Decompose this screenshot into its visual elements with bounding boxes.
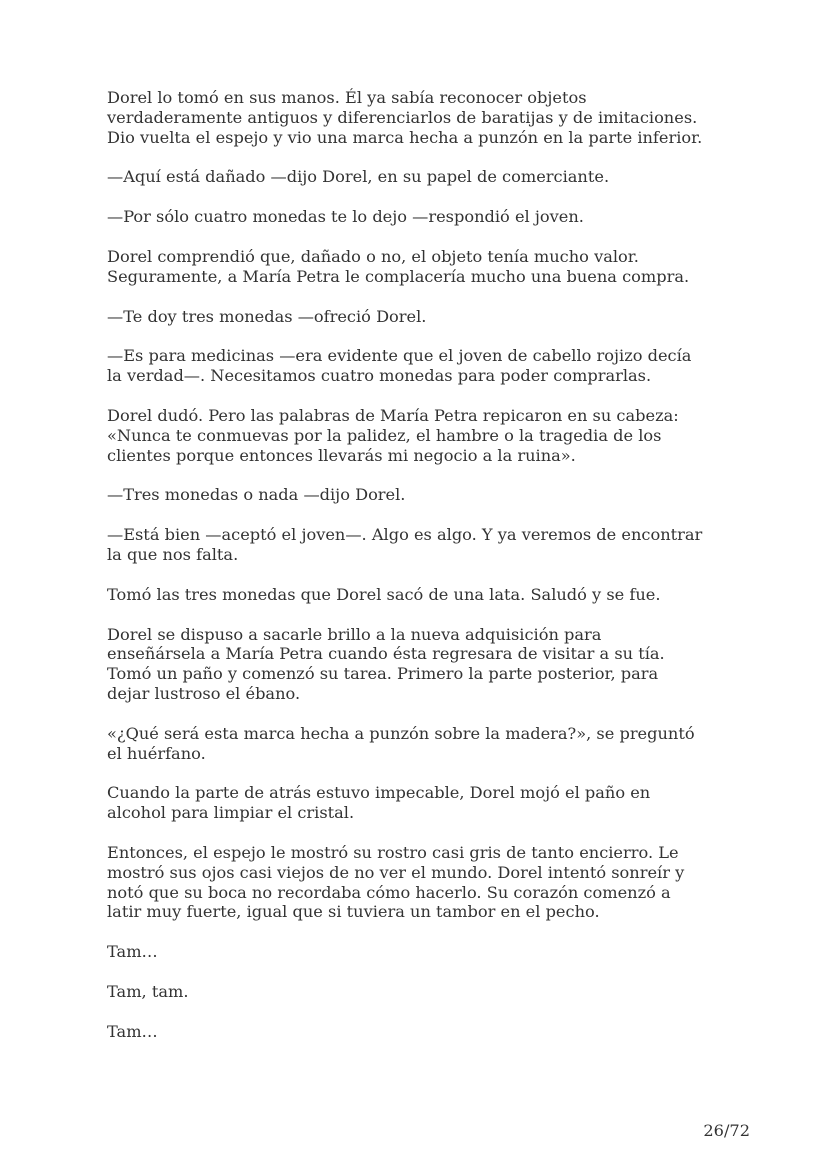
paragraph: —Es para medicinas —era evidente que el joven de cabello rojizo decía la verdad—. Necesitamos cuatro monedas para poder comprarlas. (107, 346, 692, 386)
paragraph: Dorel comprendió que, dañado o no, el objeto tenía mucho valor. Seguramente, a María Petra le complacería mucho una buena compra. (107, 246, 690, 286)
paragraph: —Aquí está dañado —dijo Dorel, en su papel de comerciante. (107, 167, 610, 187)
paragraph: —Te doy tres monedas —ofreció Dorel. (107, 306, 427, 326)
paragraph: —Por sólo cuatro monedas te lo dejo —respondió el joven. (107, 207, 584, 227)
paragraph: —Tres monedas o nada —dijo Dorel. (107, 485, 406, 505)
paragraph: Tam, tam. (107, 981, 189, 1001)
body-text (107, 88, 727, 1062)
paragraph: Dorel lo tomó en sus manos. Él ya sabía reconocer objetos verdaderamente antiguos y diferenciarlos de baratijas y de imitaciones. Dio vuelta el espejo y vio una marca hecha a punzón en la parte inferior. (107, 88, 703, 147)
page-number: 26/72 (703, 1121, 750, 1140)
paragraph: Tomó las tres monedas que Dorel sacó de una lata. Saludó y se fue. (107, 584, 661, 604)
paragraph: Dorel se dispuso a sacarle brillo a la nueva adquisición para enseñársela a María Petra cuando ésta regresara de visitar a su tía. Tomó un paño y comenzó su tarea. Primero la parte posterior, para dejar lustroso el ébano. (107, 624, 665, 703)
paragraph: Dorel dudó. Pero las palabras de María Petra repicaron en su cabeza: «Nunca te conmuevas por la palidez, el hambre o la tragedia de los clientes porque entonces llevarás mi negocio a la ruina». (107, 405, 679, 465)
paragraph: «¿Qué será esta marca hecha a punzón sobre la madera?», se preguntó el huérfano. (107, 723, 695, 763)
paragraph: Tam… (107, 1021, 158, 1041)
paragraph: Tam… (107, 942, 158, 962)
paragraph: —Está bien —aceptó el joven—. Algo es algo. Y ya veremos de encontrar la que nos falta. (107, 525, 703, 564)
paragraph: Cuando la parte de atrás estuvo impecable, Dorel mojó el paño en alcohol para limpiar el cristal. (107, 783, 651, 823)
paragraph: Entonces, el espejo le mostró su rostro casi gris de tanto encierro. Le mostró sus ojos casi viejos de no ver el mundo. Dorel intentó sonreír y notó que su boca no recordaba cómo hacerlo. Su corazón comenzó a latir muy fuerte, igual que si tuviera un tambor en el pecho. (107, 842, 685, 922)
